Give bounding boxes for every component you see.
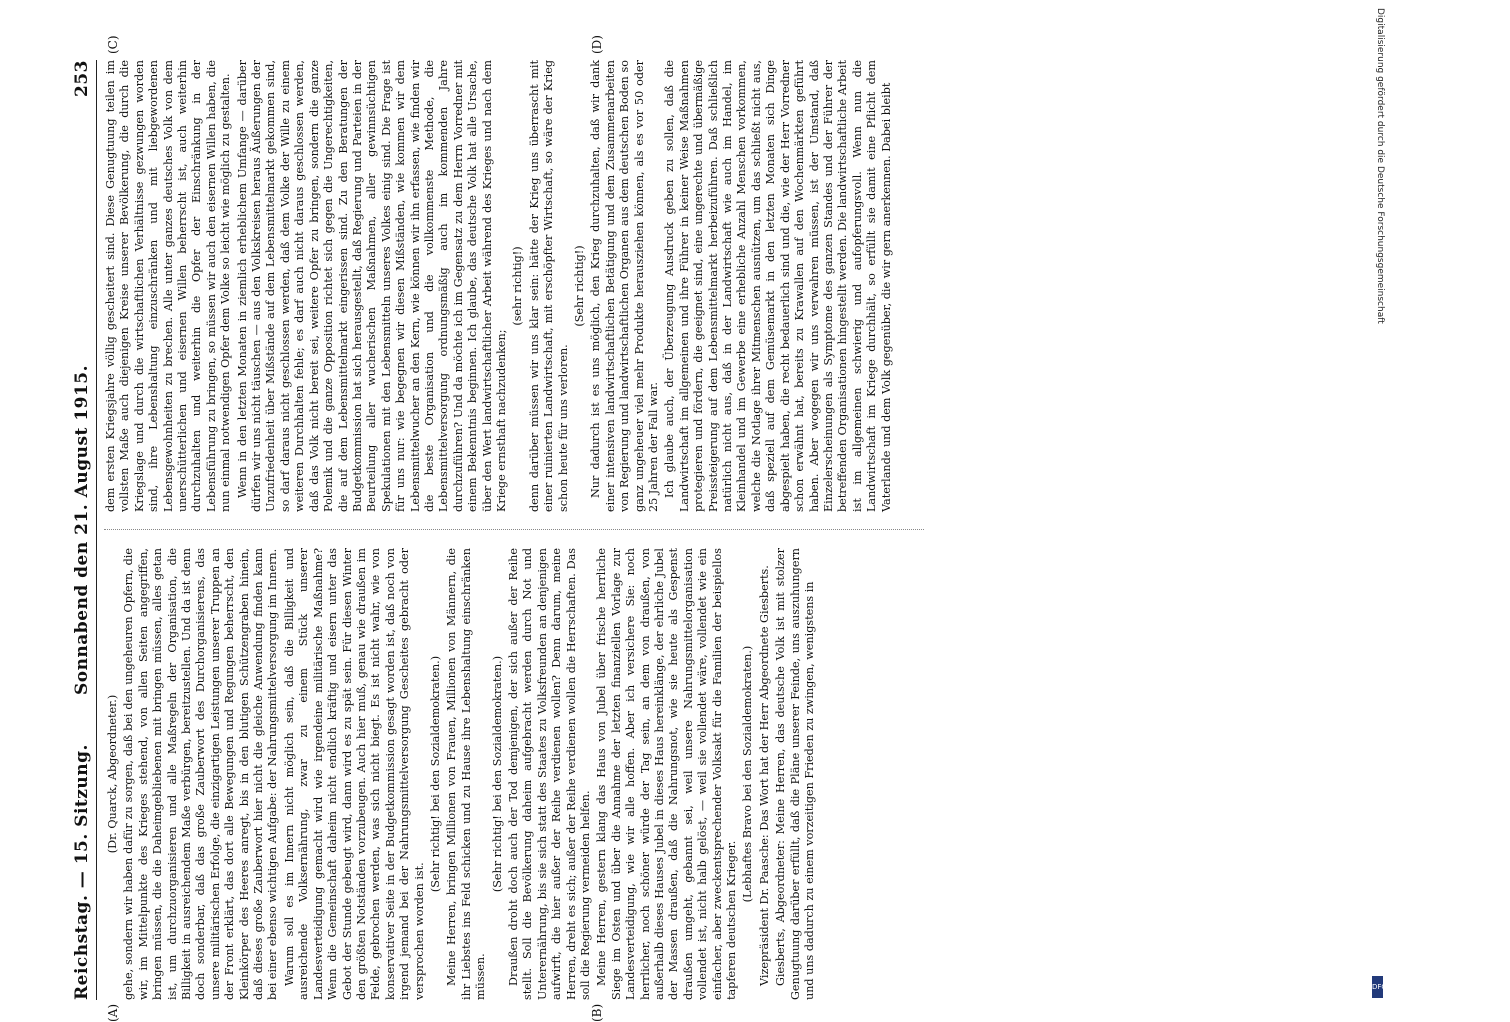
speaker-reference: (Dr. Quarck, Abgeordneter.) — [106, 694, 119, 854]
margin-marker-d: (D) — [590, 35, 604, 54]
paragraph: denn darüber müssen wir uns klar sein: hätte der Krieg uns überrascht mit einer ruinierten Landwirtschaft, mit erschöpfter Wirtschaft, so wäre der Krieg schon heute für uns verloren. — [527, 60, 570, 512]
president-statement: Vizepräsident Dr. Paasche: Das Wort hat der Herr Abgeordnete Giesberts. — [757, 565, 771, 986]
margin-marker-c: (C) — [106, 35, 120, 54]
margin-marker-b: (B) — [590, 1003, 604, 1022]
page-header — [70, 60, 97, 1000]
funding-sidebar — [1372, 8, 1387, 991]
dfg-logo: DFG — [1372, 976, 1383, 998]
speaker-statement: Giesberts, Abgeordneter: Meine Herren, das deutsche Volk ist mit stolzer Genugtuung darüber erfüllt, daß die Pläne unserer Feinde, uns auszuhungern und uns dadurch zu einem vorzeitigen Frieden zu zwingen, wenigstens in — [774, 548, 817, 1000]
paragraph: Meine Herren, gestern klang das Haus von Jubel über frische herrliche Siege im Osten und über die Annahme der letzten finanziellen Vorlage zur Landesverteidigung, wie wir alle hoffen. Aber ich versichere Sie: noch herrlicher, noch schöner würde der Tag sein, an dem von draußen, von außerhalb dieses Hauses Jubel in dieses Haus hereinklänge, der ehrliche Jubel der Massen draußen, daß die Nahrungsnot, wie sie heute als Gespenst draußen umgeht, gebannt sei, weil unsere Nahrungsmittelorganisation vollendet ist, nicht halb gelöst, — weil sie vollendet wäre, vollendet wie ein einfacher, aber zweckentsprechender Volksakt für die Familien der beispiellos tapferen deutschen Krieger. — [595, 548, 739, 1000]
paragraph: Draußen droht doch auch der Tod demjenigen, der sich außer der Reihe stellt. Soll die Bevölkerung daheim aufgebracht werden durch Not und Unterernährung, bis sie sich statt des Staates zu Volksfreunden an denjenigen aufwirft, die hier außer der Reihe verdienen wollen? Denn darum, meine Herren, dreht es sich; außer der Reihe verdienen wollen die Herrschaften. Das soll die Regierung vermeiden helfen. — [506, 548, 592, 1000]
paragraph: Warum soll es im Innern nicht möglich sein, daß die Billigkeit und ausreichende Volksernährung, zwar zu einem Stück unserer Landesverteidigung gemacht wird wie irgendeine militärische Maßnahme? Wenn die Gemeinschaft daheim nicht endlich kräftig und eisern unter das Gebot der Stunde gebeugt wird, dann wird es zu spät sein. Für diesen Winter den größten Notständen vorzubeugen. Auch hier muß, genau wie draußen im Felde, gebrochen werden, was sich nicht biegt. Es ist nicht wahr, wie von konservativer Seite in der Budgetkommission gesagt worden ist, daß noch von irgend jemand bei der Nahrungsmittelversorgung Gescheites gebracht oder versprochen worden ist. — [282, 548, 426, 1000]
header-title: Reichstag. — 15. Sitzung. — [72, 744, 92, 1000]
funding-note: Digitalisierung gefördert durch die Deutsche Forschungsgemeinschaft — [1375, 8, 1385, 324]
paragraph: Ich glaube auch, der Überzeugung Ausdruck geben zu sollen, daß die Landwirtschaft im allgemeinen und ihre Führer in keiner Weise Maßnahmen protegieren und fördern, die geeignet sind, eine ungerechte und übermäßige Preissteigerung auf dem Lebensmittelmarkt herbeizuführen. Daß schließlich natürlich nicht aus, daß in der Landwirtschaft wie auch im Handel, im Kleinhandel und im Gewerbe eine erhebliche Anzahl Menschen vorkommen, welche die Notlage ihrer Mitmenschen ausnützen, um das schließt nicht aus, daß speziell auf dem Gemüsemarkt in den letzten Monaten sich Dinge abgespielt haben, die recht bedauerlich sind und die, wie der Herr Vorredner schon erwähnt hat, bereits zu Krawallen auf den Wochenmärkten geführt haben. Aber wogegen wir uns verwahren müssen, ist der Umstand, daß Einzelerscheinungen als Symptome des ganzen Standes und der Führer der betreffenden Organisationen hingestellt werden. Die landwirtschaftliche Arbeit ist im allgemeinen schwierig und aufopferungsvoll. Wenn nun die Landwirtschaft im Kriege durchhält, so erfüllt sie damit eine Pflicht dem Vaterlande und dem Volk gegenüber, die wir gern anerkennen. Dabei bleibt — [663, 60, 893, 512]
rotated-page — [70, 35, 1510, 1022]
page-number: 253 — [72, 60, 92, 97]
right-column — [104, 60, 896, 512]
interjection: (Lebhaftes Bravo bei den Sozialdemokraten.) — [741, 645, 755, 903]
paragraph: dem ersten Kriegsjahre völlig gescheitert sind. Diese Genugtuung teilen im vollsten Maße auch diejenigen Kreise unserer Bevölkerung, die durch die Kriegslage und durch die wirtschaftlichen Verhältnisse gezwungen worden sind, ihre Lebenshaltung einzuschränken und mit liebgewordenen Lebensgewohnheiten zu brechen. Alle unter ganzes deutsches Volk von dem unerschütterlichen und eisernen Willen beherrscht ist, auch weiterhin durchzuhalten und weiterhin die Opfer der Einschränkung in der Lebensführung zu bringen, so müssen wir auch den eisernen Willen haben, die nun einmal notwendigen Opfer dem Volke so leicht wie möglich zu gestalten. — [104, 60, 233, 512]
interjection: (Sehr richtig!) — [573, 245, 586, 327]
interjection: (sehr richtig!) — [511, 246, 525, 326]
column-separator — [104, 529, 924, 530]
margin-marker-a: (A) — [106, 1003, 120, 1022]
paragraph: gehe, sondern wir haben dafür zu sorgen, daß bei den ungeheuren Opfern, die wir, im Mittelpunkte des Krieges stehend, von allen Seiten angegriffen, bringen müssen, die die Daheimgebliebenen mit bringen müssen, alles getan ist, um durchzuorganisieren und alle Maßregeln der Organisation, die Billigkeit in ausreichendem Maße verbürgen, bereitzustellen. Und da ist denn doch sonderbar, daß das große Zauberwort des Durchorganisierens, das unsere militärischen Erfolge, die einzigartigen Leistungen unserer Truppen an der Front erklärt, das dort alle Bewegungen und Regungen beherrscht, den Kleinkörper des Heeres anregt, bis in den blutigen Schützengraben hinein, daß dieses große Zauberwort hier nicht die gleiche Anwendung finden kann bei einer ebenso wichtigen Aufgabe: der Nahrungsmittelversorgung im Innern. — [122, 548, 280, 1000]
paragraph: Nur dadurch ist es uns möglich, den Krieg durchzuhalten, daß wir dank einer intensiven landwirtschaftlichen Betätigung und dem Zusammenarbeiten von Regierung und landwirtschaftlichen Organen aus dem deutschen Boden so ganz ungeheuer viel mehr Produkte herausziehen können, als es vor 50 oder 25 Jahren der Fall war. — [589, 60, 661, 512]
paragraph: Meine Herren, bringen Millionen von Frauen, Millionen von Männern, die ihr Liebstes ins Feld schicken und zu Hause ihre Lebenshaltung einschränken müssen. — [445, 548, 488, 1000]
interjection: (Sehr richtig! bei den Sozialdemokraten.) — [490, 655, 504, 893]
left-column — [104, 548, 820, 1000]
paragraph: Wenn in den letzten Monaten in ziemlich erheblichem Umfange — darüber dürfen wir uns nicht täuschen — aus den Volkskreisen heraus Äußerungen der Unzufriedenheit über Mißstände auf dem Lebensmittelmarkt gekommen sind, so darf daraus nicht geschlossen werden, daß dem Volke der Wille zu einem weiteren Durchhalten fehle; es darf auch nicht daraus geschlossen werden, daß das Volk nicht bereit sei, weitere Opfer zu bringen, sondern die ganze Polemik und die ganze Opposition richtet sich gegen die Ungerechtigkeiten, die auf dem Lebensmittelmarkt eingerissen sind. Zu den Beratungen der Budgetkommission hat sich herausgestellt, daß Regierung und Parteien in der Beurteilung aller wucherischen Maßnahmen, aller gewinnsüchtigen Spekulationen mit den Lebensmitteln unseres Volkes einig sind. Die Frage ist für uns nur: wie begegnen wir diesen Mißständen, wie kommen wir dem Lebensmittelwucher an den Kern, wie können wir ihn erfassen, wie finden wir die beste Organisation und die vollkommenste Methode, die Lebensmittelversorgung ordnungsmäßig auch im kommenden Jahre durchzuführen? Und da möchte ich im Gegensatz zu dem Herrn Vorredner mit einem Bekenntnis beginnen. Ich glaube, das deutsche Volk hat alle Ursache, über den Wert landwirtschaftlicher Arbeit während des Krieges und nach dem Kriege ernsthaft nachzudenken; — [235, 60, 508, 512]
interjection: (Sehr richtig! bei den Sozialdemokraten.) — [428, 655, 442, 893]
header-date: Sonnabend den 21. August 1915. — [72, 364, 92, 696]
